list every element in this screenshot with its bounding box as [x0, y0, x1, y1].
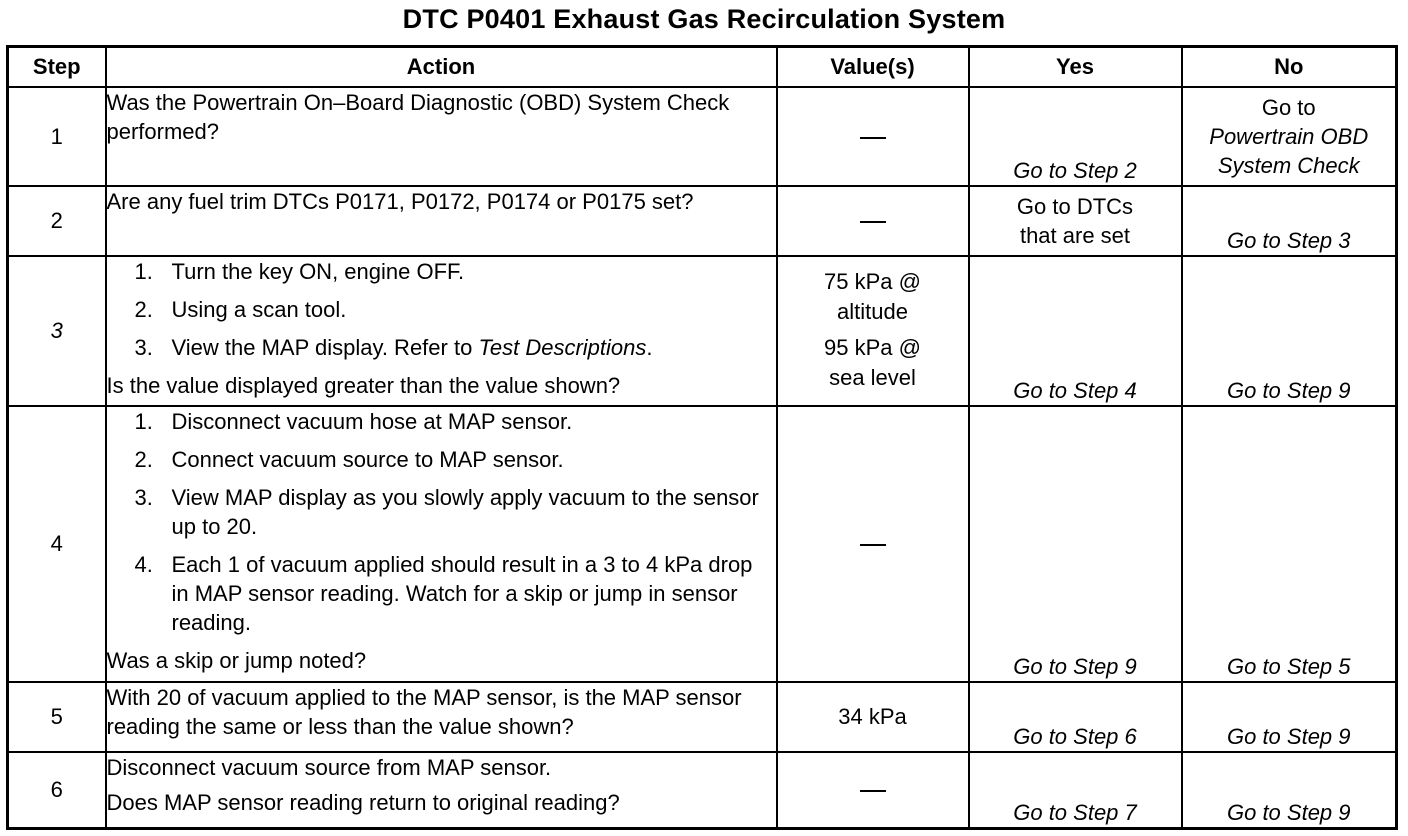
test-descriptions-reference: Test Descriptions [478, 334, 647, 360]
value-cell [777, 406, 969, 682]
value-dash [860, 221, 886, 223]
step-number: 5 [8, 682, 106, 752]
value-dash [860, 790, 886, 792]
page-title: DTC P0401 Exhaust Gas Recirculation System [402, 4, 1006, 34]
list-item [107, 550, 772, 637]
yes-cell: Go to DTCs that are set [969, 186, 1182, 256]
yes-cell: Go to Step 4 [969, 256, 1182, 406]
yes-cell: Go to Step 9 [969, 406, 1182, 682]
header-step: Step [8, 47, 106, 87]
list-text: Each 1 of vacuum applied should result in a 3 to 4 kPa drop in MAP sensor reading. Watch for a skip or jump in sensor reading. [171, 551, 753, 635]
value-cell [777, 256, 969, 406]
action-text: With 20 of vacuum applied to the MAP sensor, is the MAP sensor reading the same or less than the value shown? [106, 684, 742, 739]
action-cell [106, 186, 777, 256]
yes-cell: Go to Step 2 [969, 87, 1182, 186]
yes-cell: Go to Step 7 [969, 752, 1182, 829]
table-row [8, 87, 1397, 186]
value-line: sea level [829, 364, 916, 390]
step-number: 3 [8, 256, 106, 406]
list-item [107, 445, 776, 474]
header-values: Value(s) [777, 47, 969, 87]
table-row [8, 682, 1397, 752]
step-number: 2 [8, 186, 106, 256]
no-cell: Go to Step 3 [1182, 186, 1397, 256]
list-item [107, 295, 776, 324]
action-question: Was a skip or jump noted? [106, 647, 367, 673]
list-item [107, 483, 772, 541]
list-text: Using a scan tool. [171, 296, 347, 322]
value-cell [777, 87, 969, 186]
step-number: 1 [8, 87, 106, 186]
step-number: 6 [8, 752, 106, 829]
list-number: 1. [134, 258, 153, 284]
list-number: 4. [134, 551, 153, 577]
action-question: Does MAP sensor reading return to original reading? [106, 789, 620, 815]
value-cell: 34 kPa [777, 682, 969, 752]
no-cell [1182, 87, 1397, 186]
action-text: Disconnect vacuum source from MAP sensor. [106, 754, 552, 780]
no-cell: Go to Step 9 [1182, 752, 1397, 829]
no-text-reference: Powertrain OBD System Check [1209, 123, 1369, 178]
list-number: 2. [134, 446, 153, 472]
list-text: Connect vacuum source to MAP sensor. [171, 446, 564, 472]
action-cell [106, 752, 777, 829]
list-text: Disconnect vacuum hose at MAP sensor. [171, 408, 573, 434]
action-text: Was the Powertrain On–Board Diagnostic (OBD) System Check performed? [106, 89, 730, 144]
list-text: Turn the key ON, engine OFF. [171, 258, 465, 284]
yes-cell: Go to Step 6 [969, 682, 1182, 752]
value-line: 75 kPa @ [824, 268, 921, 294]
value-line: 95 kPa @ [824, 334, 921, 360]
value-cell [777, 752, 969, 829]
action-cell [106, 256, 777, 406]
table-row [8, 186, 1397, 256]
no-cell: Go to Step 5 [1182, 406, 1397, 682]
header-row [8, 47, 1397, 87]
action-cell [106, 406, 777, 682]
header-action: Action [106, 47, 777, 87]
list-item [107, 407, 776, 436]
list-number: 3. [134, 334, 153, 360]
action-cell [106, 682, 777, 752]
list-number: 1. [134, 408, 153, 434]
value-line: altitude [837, 298, 908, 324]
no-cell: Go to Step 9 [1182, 682, 1397, 752]
table-row [8, 256, 1397, 406]
no-text-line1: Go to [1261, 94, 1316, 120]
value-cell [777, 186, 969, 256]
action-cell [106, 87, 777, 186]
list-number: 3. [134, 484, 153, 510]
value-dash [860, 544, 886, 546]
no-cell: Go to Step 9 [1182, 256, 1397, 406]
action-text: Are any fuel trim DTCs P0171, P0172, P0174 or P0175 set? [106, 188, 694, 214]
list-text: View MAP display as you slowly apply vacuum to the sensor up to 20. [171, 484, 759, 539]
table-row [8, 752, 1397, 829]
list-number: 2. [134, 296, 153, 322]
diagnostic-table [6, 45, 1398, 830]
value-dash [860, 137, 886, 139]
action-question: Is the value displayed greater than the value shown? [106, 372, 621, 398]
step-number: 4 [8, 406, 106, 682]
list-item [107, 257, 776, 286]
list-item [107, 333, 776, 362]
list-text: View the MAP display. Refer to [171, 334, 479, 360]
header-yes: Yes [969, 47, 1182, 87]
table-row [8, 406, 1397, 682]
header-no: No [1182, 47, 1397, 87]
list-text-end: . [646, 334, 653, 360]
